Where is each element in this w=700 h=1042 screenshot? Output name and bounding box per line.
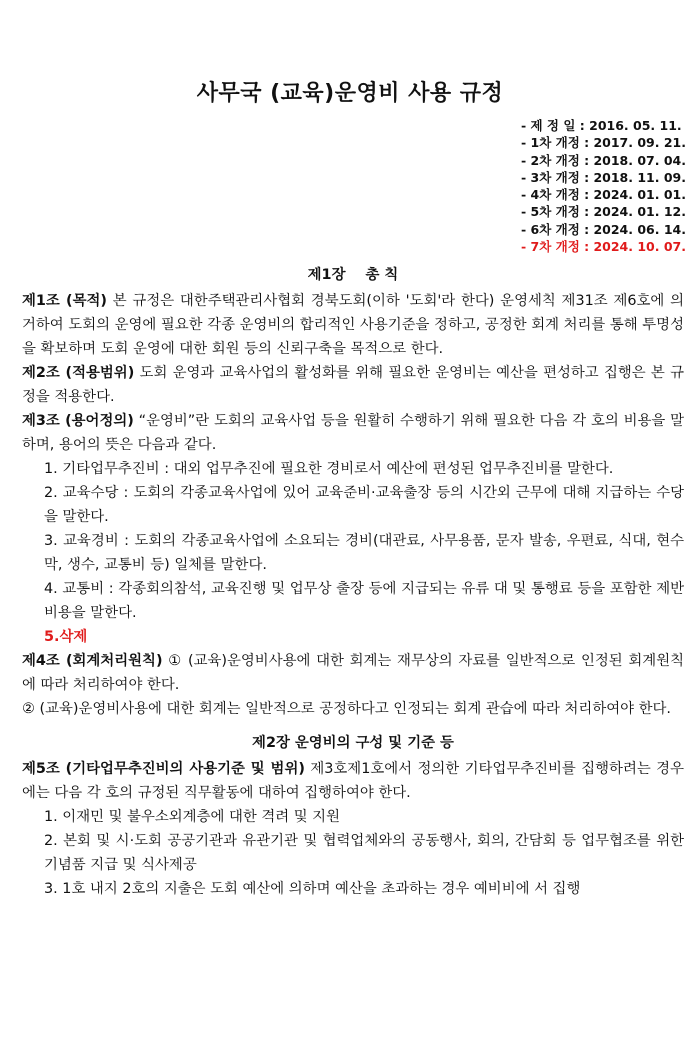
article-5 [22, 757, 684, 805]
article-heading: 제4조 (회계처리원칙) [22, 653, 163, 669]
chapter-heading: 제1장 총 칙 [307, 267, 399, 283]
article-text: 도회 운영과 교육사업의 활성화를 위해 필요한 운영비는 예산을 편성하고 집행은 본 규정을 적용한다. [22, 365, 684, 405]
deleted-item: 5.삭제 [44, 629, 88, 645]
chapter-heading: 제2장 운영비의 구성 및 기준 등 [252, 735, 454, 751]
article-paragraph: ② (교육)운영비사용에 대한 회계는 일반적으로 공정하다고 인정되는 회계 관습에 따라 처리하여야 한다. [22, 701, 671, 717]
list-item: 1. 기타업무추진비 : 대외 업무추진에 필요한 경비로서 예산에 편성된 업무추진비를 말한다. [44, 461, 614, 477]
list-item: 2. 본회 및 시·도회 공공기관과 유관기관 및 협력업체와의 공동행사, 회의, 간담회 등 업무협조를 위한 기념품 지급 및 식사제공 [44, 833, 684, 873]
article-text: “운영비”란 도회의 교육사업 등을 원활히 수행하기 위해 필요한 다음 각 호의 비용을 말하며, 용어의 뜻은 다음과 같다. [22, 413, 684, 453]
article-text: 제3호제1호에서 정의한 기타업무추진비를 집행하려는 경우에는 다음 각 호의 규정된 직무활동에 대하여 집행하여야 한다. [22, 761, 684, 801]
article-text: ① (교육)운영비사용에 대한 회계는 재무상의 자료를 일반적으로 인정된 회계원칙에 따라 처리하여야 한다. [22, 653, 684, 693]
revision-row: - 5차 개정 : 2024. 01. 12. [520, 204, 686, 220]
revision-history [521, 117, 686, 255]
revision-row: - 2차 개정 : 2018. 07. 04. [520, 152, 686, 168]
article-heading: 제5조 (기타업무추진비의 사용기준 및 범위) [22, 761, 305, 777]
revision-row: - 6차 개정 : 2024. 06. 14. [520, 221, 686, 237]
list-item: 2. 교육수당 : 도회의 각종교육사업에 있어 교육준비·교육출장 등의 시간외 근무에 대해 지급하는 수당을 말한다. [44, 485, 684, 525]
article-text: 본 규정은 대한주택관리사협회 경북도회(이하 '도회'라 한다) 운영세칙 제31조 제6호에 의거하여 도회의 운영에 필요한 각종 운영비의 합리적인 사용기준을 정하고, 공정한 회계 처리를 통해 투명성을 확보하며 도회 운영에 대한 회원 등의 신뢰구축을 목적으로 한다. [22, 293, 684, 357]
list-item: 4. 교통비 : 각종회의참석, 교육진행 및 업무상 출장 등에 지급되는 유류 대 및 통행료 등을 포함한 제반비용을 말한다. [44, 581, 684, 621]
revision-row: - 제 정 일 : 2016. 05. 11. [520, 118, 682, 133]
list-item: 1. 이재민 및 불우소외계층에 대한 격려 및 지원 [44, 809, 340, 825]
article-4 [22, 649, 684, 697]
article-2 [22, 361, 684, 409]
document-body [22, 263, 684, 901]
list-item: 3. 교육경비 : 도회의 각종교육사업에 소요되는 경비(대관료, 사무용품, 문자 발송, 우편료, 식대, 현수막, 생수, 교통비 등) 일체를 말한다. [44, 533, 684, 573]
article-heading: 제2조 (적용범위) [22, 365, 135, 381]
revision-row: - 1차 개정 : 2017. 09. 21. [520, 135, 686, 151]
article-1 [22, 289, 684, 361]
revision-row: - 4차 개정 : 2024. 01. 01. [520, 187, 686, 203]
document-title: 사무국 (교육)운영비 사용 규정 [196, 81, 504, 106]
list-item: 3. 1호 내지 2호의 지출은 도회 예산에 의하며 예산을 초과하는 경우 예비비에 서 집행 [44, 881, 581, 897]
article-heading: 제3조 (용어정의) [22, 413, 134, 429]
article-3 [22, 409, 684, 457]
revision-row: - 3차 개정 : 2018. 11. 09. [520, 169, 686, 185]
article-heading: 제1조 (목적) [22, 293, 107, 309]
revision-row-latest: - 7차 개정 : 2024. 10. 07. [520, 239, 686, 255]
